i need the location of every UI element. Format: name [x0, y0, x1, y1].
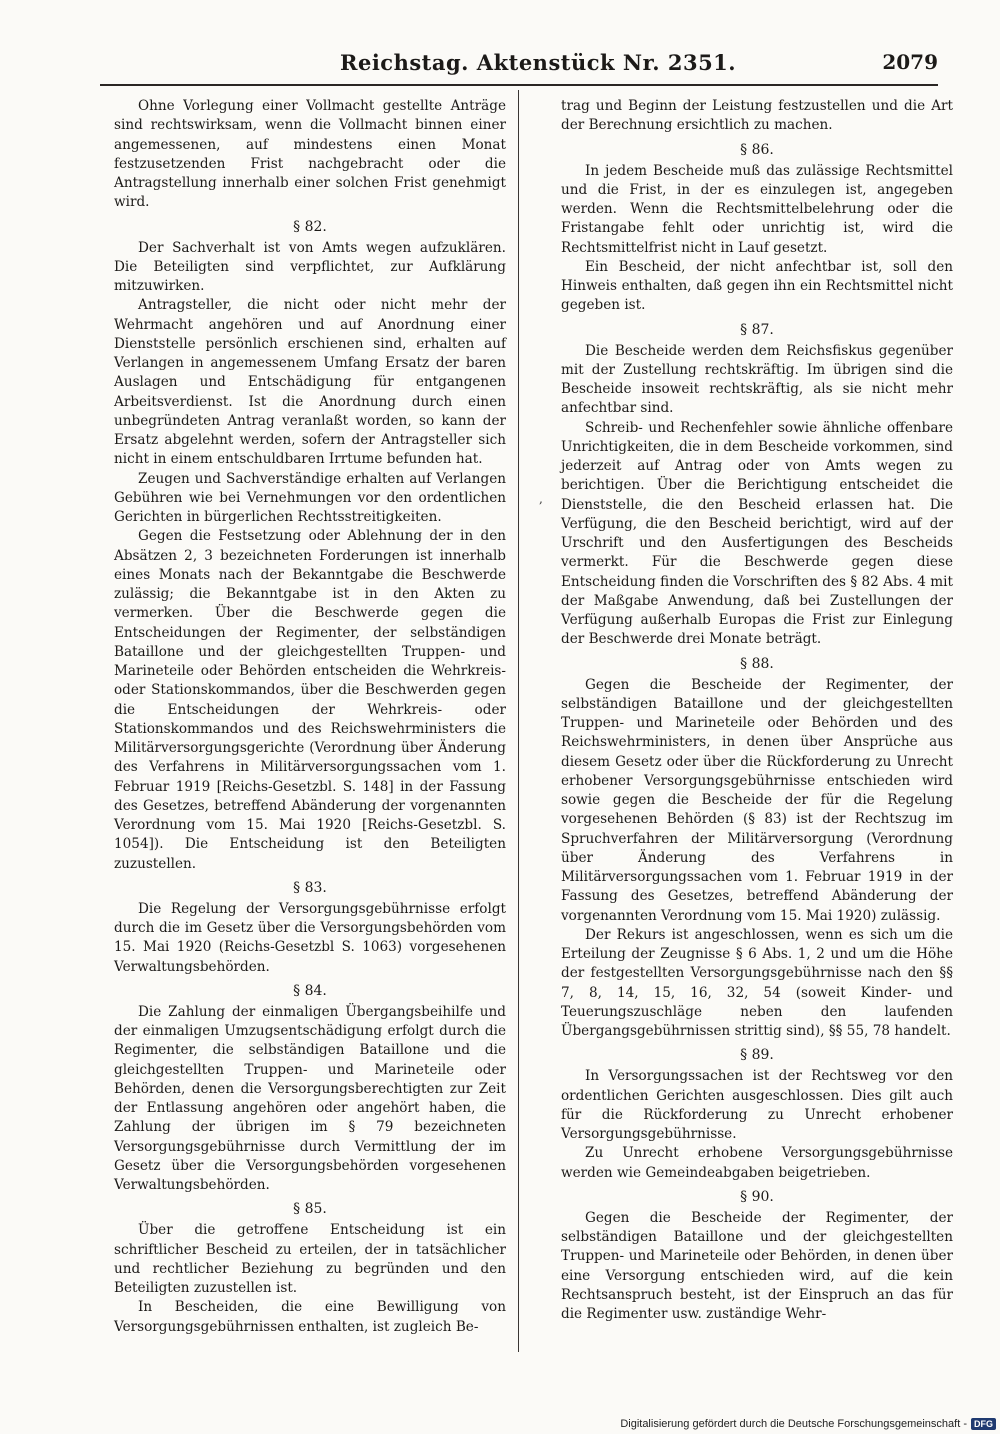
paragraph: Die Zahlung der einmaligen Übergangsbeihilfe und der einmaligen Umzugsentschädigung erfolgt durch die Regimenter, die selbständigen Bataillone und die gleichgestellten Truppen- und Marineteile oder Behörden, denen die Versorgungsberechtigten zur Zeit der Entlassung angehören oder angehört haben, die Zahlung der übrigen im § 79 bezeichneten Versorgungsgebührnisse durch Vermittlung der im Gesetz über die Versorgungsbehörden vorgesehenen Verwaltungsbehörden.	[114, 1003, 506, 1193]
paragraph: Der Rekurs ist angeschlossen, wenn es sich um die Erteilung der Zeugnisse § 6 Abs. 1, 2 und um die Höhe der festgestellten Versorgungsgebührnisse nach den §§ 7, 8, 14, 15, 16, 32, 54 (soweit Kinder- und Teuerungszuschläge neben den laufenden Übergangsgebührnissen strittig sind), §§ 55, 78 handelt.	[561, 926, 953, 1039]
header-rule	[100, 84, 938, 86]
section-heading-90: § 90.	[740, 1188, 774, 1205]
paragraph: Die Bescheide werden dem Reichsfiskus gegenüber mit der Zustellung rechtskräftig. Im übrigen sind die Bescheide insoweit rechtskräftig, als sie nicht mehr anfechtbar sind.	[561, 342, 953, 417]
paragraph: Zeugen und Sachverständige erhalten auf Verlangen Gebühren wie bei Vernehmungen vor den ordentlichen Gerichten in bürgerlichen Rechtsstreitigkeiten.	[114, 470, 506, 525]
paragraph: Die Regelung der Versorgungsgebührnisse erfolgt durch die im Gesetz über die Versorgungsbehörden vom 15. Mai 1920 (Reichs-Gesetzbl S. 1063) vorgesehenen Verwaltungsbehörden.	[114, 900, 506, 975]
section-heading-85: § 85.	[293, 1201, 327, 1218]
paragraph: Ohne Vorlegung einer Vollmacht gestellte Anträge sind rechtswirksam, wenn die Vollmacht binnen einer angemessenen, auf mindestens einen Monat festzusetzenden Frist nachgebracht oder die Antragstellung innerhalb einer solchen Frist genehmigt wird.	[114, 98, 506, 211]
paragraph: In Bescheiden, die eine Bewilligung von Versorgungsgebührnissen enthalten, ist zugleich Be-	[114, 1299, 506, 1335]
running-title: Reichstag. Aktenstück Nr. 2351.	[340, 50, 737, 75]
section-heading-84: § 84.	[293, 982, 327, 999]
paragraph: Gegen die Festsetzung oder Ablehnung der in den Absätzen 2, 3 bezeichneten Forderungen ist innerhalb eines Monats nach der Bekanntgabe die Beschwerde zulässig; die Bekanntgabe ist in den Akten zu vermerken. Über die Beschwerde gegen die Entscheidungen der Regimenter, der selbständigen Bataillone und der gleichgestellten Truppen- und Marineteile oder Behörden entscheiden die Wehrkreis- oder Stationskommandos, über die Beschwerden gegen die Entscheidungen der Wehrkreis- oder Stationskommandos und des Reichswehrministers die Militärversorgungsgerichte (Verordnung über Änderung des Verfahrens in Militärversorgungssachen vom 1. Februar 1919 [Reichs-Gesetzbl. S. 148] in der Fassung des Gesetzes, betreffend Abänderung der vorgenannten Verordnung vom 15. Mai 1920 [Reichs-Gesetzbl. S. 1054]). Die Entscheidung ist den Beteiligten zuzustellen.	[114, 528, 506, 872]
section-heading-83: § 83.	[293, 879, 327, 896]
right-column	[561, 97, 953, 1324]
paragraph: Gegen die Bescheide der Regimenter, der selbständigen Bataillone und der gleichgestellten Truppen- und Marineteile oder Behörden, in denen über eine Versorgung entschieden wird, auf die kein Rechtsanspruch besteht, ist der Einspruch an das für die Regimenter usw. zuständige Wehr-	[561, 1209, 953, 1322]
paragraph: In jedem Bescheide muß das zulässige Rechtsmittel und die Frist, in der es einzulegen ist, angegeben werden. Wenn die Rechtsmittelbelehrung oder die Fristangabe fehlt oder unrichtig ist, wird die Rechtsmittelfrist nicht in Lauf gesetzt.	[561, 162, 953, 256]
dfg-logo-icon: DFG	[971, 1418, 996, 1430]
paragraph: Gegen die Bescheide der Regimenter, der selbständigen Bataillone und der gleichgestellten Truppen- und Marineteile oder Behörden und des Reichswehrministers, in denen über Ansprüche aus diesem Gesetz oder über die Rückforderung zu Unrecht erhobener Versorgungsgebührnisse entschieden wird sowie gegen die Bescheide der für die Regelung vorgesehenen Behörden (§ 83) ist der Rechtszug im Spruchverfahren der Militärversorgung (Verordnung über Änderung des Verfahrens in Militärversorgungssachen vom 1. Februar 1919 in der Fassung des Gesetzes, betreffend Abänderung der vorgenannten Verordnung vom 15. Mai 1920) zulässig.	[561, 676, 953, 924]
page-header	[340, 50, 938, 80]
section-heading-86: § 86.	[740, 141, 774, 158]
margin-mark: ,	[539, 492, 543, 506]
column-divider	[518, 90, 519, 1352]
page-number: 2079	[882, 50, 938, 74]
paragraph: Zu Unrecht erhobene Versorgungsgebührnisse werden wie Gemeindeabgaben beigetrieben.	[561, 1145, 953, 1181]
section-heading-82: § 82.	[293, 218, 327, 235]
paragraph: Der Sachverhalt ist von Amts wegen aufzuklären. Die Beteiligten sind verpflichtet, zur Aufklärung mitzuwirken.	[114, 239, 506, 294]
paragraph: Schreib- und Rechenfehler sowie ähnliche offenbare Unrichtigkeiten, die in dem Bescheide vorkommen, sind jederzeit auf Antrag oder von Amts wegen zu berichtigen. Über die Berichtigung entscheidet die Dienststelle, die den Bescheid erlassen hat. Die Verfügung, die den Bescheid berichtigt, wird auf der Urschrift und den Ausfertigungen des Bescheids vermerkt. Für die Beschwerde gegen diese Entscheidung finden die Vorschriften des § 82 Abs. 4 mit der Maßgabe Anwendung, daß bei Zustellungen der Verfügung außerhalb Europas die Frist zur Einlegung der Beschwerde drei Monate beträgt.	[561, 419, 953, 648]
digitization-footer	[620, 1418, 996, 1430]
paragraph: In Versorgungssachen ist der Rechtsweg vor den ordentlichen Gerichten ausgeschlossen. Dies gilt auch für die Rückforderung zu Unrecht erhobener Versorgungsgebührnisse.	[561, 1068, 953, 1142]
left-column	[114, 97, 506, 1337]
footer-text: Digitalisierung gefördert durch die Deutsche Forschungsgemeinschaft -	[620, 1418, 967, 1430]
paragraph: Ein Bescheid, der nicht anfechtbar ist, soll den Hinweis enthalten, daß gegen ihn ein Rechtsmittel nicht gegeben ist.	[561, 258, 953, 314]
paragraph: trag und Beginn der Leistung festzustellen und die Art der Berechnung ersichtlich zu machen.	[561, 98, 953, 134]
section-heading-87: § 87.	[740, 321, 774, 338]
section-heading-89: § 89.	[740, 1047, 774, 1064]
paragraph: Über die getroffene Entscheidung ist ein schriftlicher Bescheid zu erteilen, der in tatsächlicher und rechtlicher Beziehung zu begründen und den Beteiligten zuzustellen ist.	[114, 1222, 506, 1296]
section-heading-88: § 88.	[740, 655, 774, 672]
paragraph: Antragsteller, die nicht oder nicht mehr der Wehrmacht angehören und auf Anordnung einer Dienststelle persönlich erschienen sind, erhalten auf Verlangen in angemessenem Umfang Ersatz der baren Auslagen und Entschädigung für entgangenen Arbeitsverdienst. Ist die Anordnung durch einen unbegründeten Antrag veranlaßt worden, so kann der Ersatz abgelehnt werden, sofern der Antragsteller sich nicht in einem entschuldbaren Irrtume befunden hat.	[114, 297, 506, 468]
